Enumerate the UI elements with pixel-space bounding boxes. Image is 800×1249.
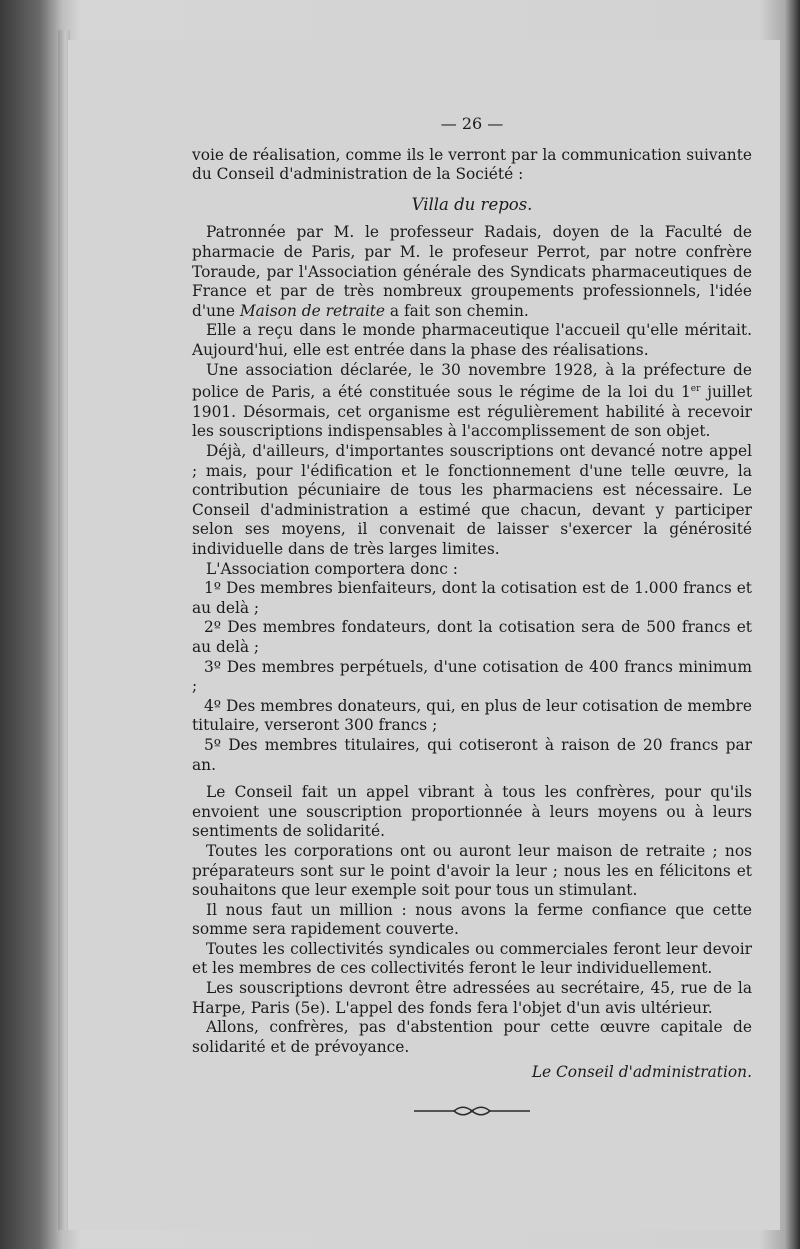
flourish-icon [412,1105,532,1117]
paragraph-1-text-a: Patronnée par M. le professeur Radais, doyen de la Faculté de pharmacie de Paris, par M. le profeseur Perrot, par notre confrère Toraude, par l'Association générale des Syndicats pharmaceutiques de France et par de très nombreux groupements professionnels, l'idée d'une [192,223,752,320]
paragraph-3-text-b: juillet 1901. Désormais, cet organisme est régulièrement habilité à recevoir les souscriptions indispensables à l'accomplissement de son objet. [192,383,753,441]
page-number: — 26 — [440,114,504,133]
paragraph-1-text-b: a fait son chemin. [385,301,529,320]
closing-paragraph: Le Conseil fait un appel vibrant à tous les confrères, pour qu'ils envoient une souscription proportionnée à leurs moyens ou à leurs sentiments de solidarité. [192,783,752,841]
member-item: 5º Des membres titulaires, qui cotiseront à raison de 20 francs par an. [192,735,752,774]
paragraph-4: Déjà, d'ailleurs, d'importantes souscriptions ont devancé notre appel ; mais, pour l'édification et le fonctionnement d'une telle œuvre, la contribution pécuniaire de tous les pharmaciens est nécessaire. Le Conseil d'administration a estimé que chacun, devant y participer selon ses moyens, il convenait de laisser s'exercer la générosité individuelle dans de très larges limites. [192,442,752,558]
closing-paragraph: Les souscriptions devront être adressées au secrétaire, 45, rue de la Harpe, Paris (5e). L'appel des fonds fera l'objet d'un avis ultérieur. [192,979,752,1017]
paragraph-gap [192,775,752,783]
closing-paragraph: Allons, confrères, pas d'abstention pour cette œuvre capitale de solidarité et de prévoyance. [192,1018,752,1056]
member-item: 4º Des membres donateurs, qui, en plus de leur cotisation de membre titulaire, verseront 300 francs ; [192,696,752,735]
member-item: 1º Des membres bienfaiteurs, dont la cotisation est de 1.000 francs et au delà ; [192,579,752,617]
paragraph-1 [192,223,752,321]
closing-paragraph: Toutes les collectivités syndicales ou commerciales feront leur devoir et les membres de ces collectivités feront le leur individuellement. [192,939,752,978]
paragraph-3-text-a: Une association déclarée, le 30 novembre 1928, à la préfecture de police de Paris, a été constituée sous le régime de la loi du 1 [192,360,752,402]
member-item: 2º Des membres fondateurs, dont la cotisation sera de 500 francs et au delà ; [192,618,752,656]
paragraph-1-italic: Maison de retraite [239,301,385,320]
section-heading: Villa du repos. [411,194,533,214]
paragraph-3 [192,361,752,443]
ornament-divider [192,1105,752,1117]
page-text [192,114,752,1117]
member-item: 3º Des membres perpétuels, d'une cotisation de 400 francs minimum ; [192,657,752,696]
paragraph-3-superscript: er [690,384,701,395]
signature: Le Conseil d'administration. [531,1063,752,1082]
closing-paragraph: Toutes les corporations ont ou auront leur maison de retraite ; nos préparateurs sont sur le point d'avoir la leur ; nous les en félicitons et souhaitons que leur exemple soit pour tous un stimulant. [192,841,752,900]
paragraph-2: Elle a reçu dans le monde pharmaceutique l'accueil qu'elle méritait. Aujourd'hui, elle est entrée dans la phase des réalisations. [192,321,752,359]
paragraph-5: L'Association comportera donc : [206,559,458,578]
closing-paragraph: Il nous faut un million : nous avons la ferme confiance que cette somme sera rapidement couverte. [192,900,752,939]
intro-paragraph: voie de réalisation, comme ils le verront par la communication suivante du Conseil d'administration de la Société : [192,145,752,184]
